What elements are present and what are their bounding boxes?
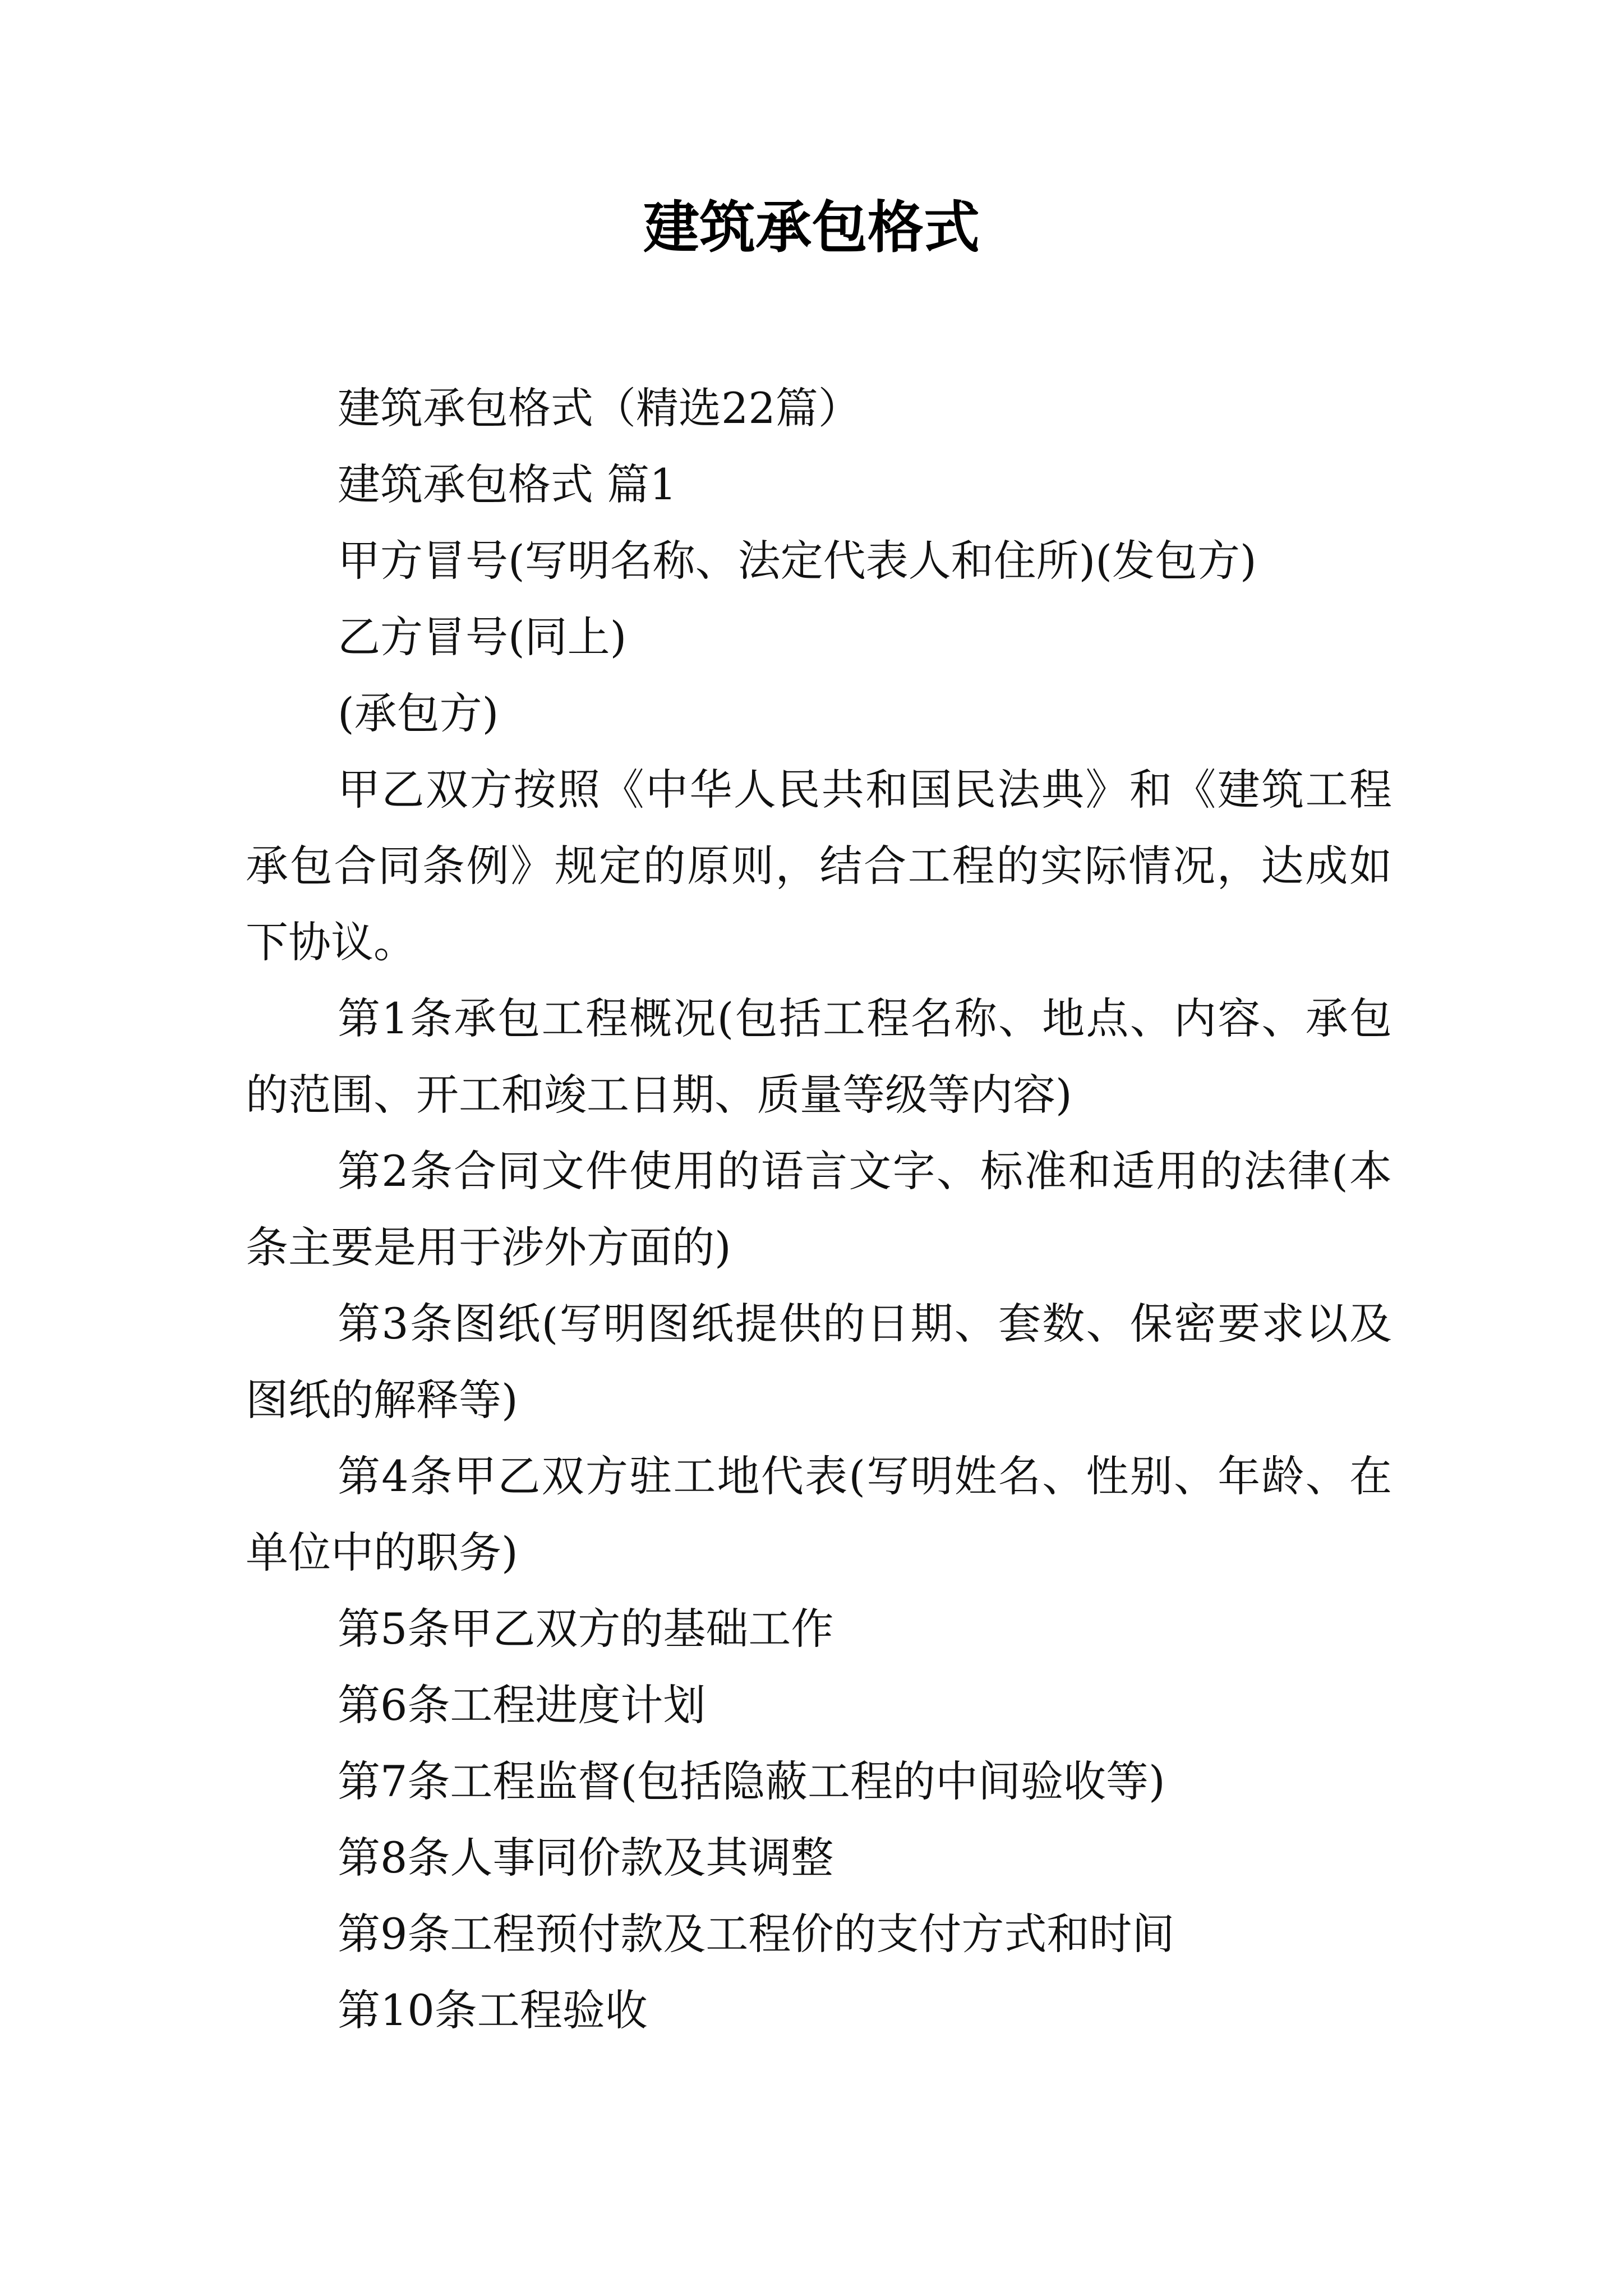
paragraph: 甲乙双方按照《中华人民共和国民法典》和《建筑工程承包合同条例》规定的原则，结合工程的实际情况，达成如下协议。 [246,765,1392,967]
document-body [246,370,1392,2049]
paragraph: 建筑承包格式 篇1 [338,459,677,509]
paragraph: 第8条人事同价款及其调整 [338,1833,834,1883]
paragraph: 第5条甲乙双方的基础工作 [338,1604,834,1654]
paragraph: 第7条工程监督(包括隐蔽工程的中间验收等) [338,1756,1165,1806]
paragraph: (承包方) [338,688,499,738]
paragraph: 第2条合同文件使用的语言文字、标准和适用的法律(本条主要是用于涉外方面的) [246,1146,1392,1272]
paragraph: 第10条工程验收 [338,1985,648,2035]
paragraph: 甲方冒号(写明名称、法定代表人和住所)(发包方) [338,536,1257,586]
paragraph: 第4条甲乙双方驻工地代表(写明姓名、性别、年龄、在单位中的职务) [246,1451,1392,1577]
paragraph: 第9条工程预付款及工程价的支付方式和时间 [338,1909,1175,1959]
paragraph: 第1条承包工程概况(包括工程名称、地点、内容、承包的范围、开工和竣工日期、质量等级等内容) [246,993,1392,1120]
document-title: 建筑承包格式 [643,194,980,260]
paragraph: 乙方冒号(同上) [338,612,627,662]
paragraph: 第3条图纸(写明图纸提供的日期、套数、保密要求以及图纸的解释等) [246,1299,1392,1425]
paragraph: 建筑承包格式（精选22篇） [338,383,861,433]
paragraph: 第6条工程进度计划 [338,1680,706,1730]
